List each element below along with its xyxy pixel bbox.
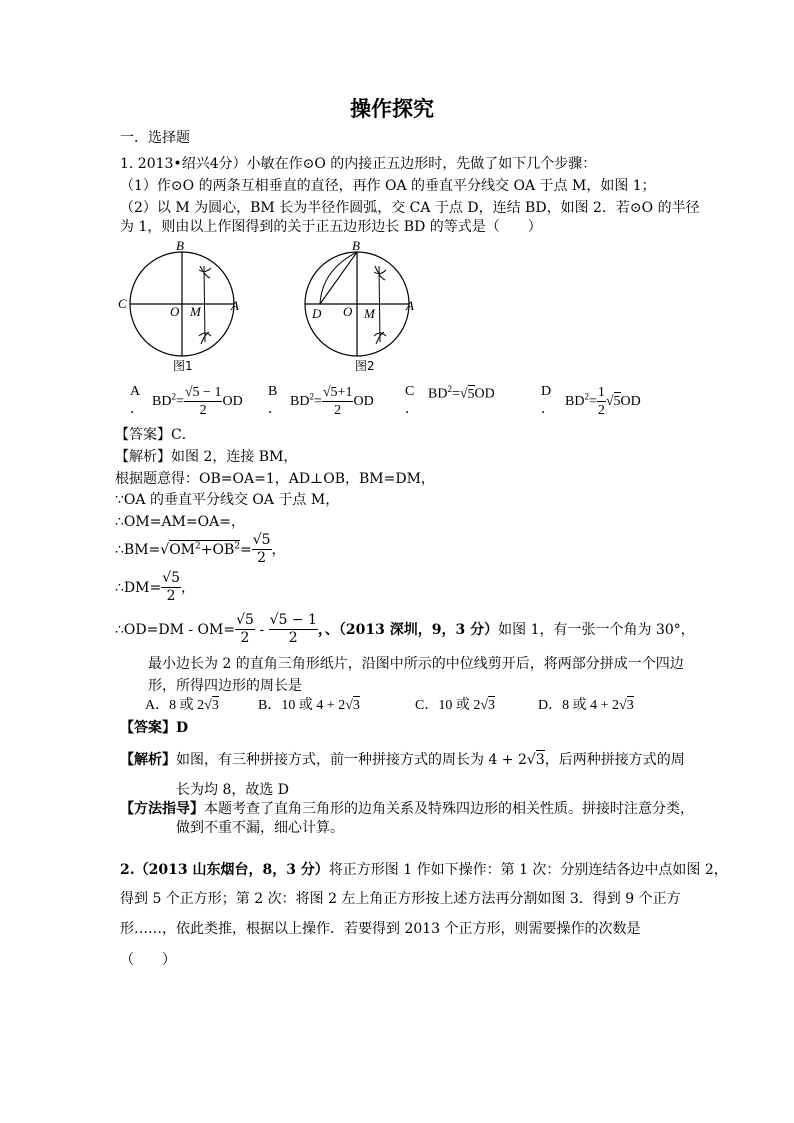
option-c-bd: BD (428, 386, 448, 402)
option-a-den: 2 (199, 403, 207, 419)
q2-method-1 (120, 802, 694, 816)
od-frac-2: $\frac{√5 - 1}{2}$ (269, 612, 317, 647)
od-minus: - (254, 621, 269, 638)
q2-answer: 【答案】D (120, 720, 189, 736)
option-c-eq: = (451, 386, 460, 402)
option-a-num: 5 − 1 (192, 385, 222, 400)
fig1-label-b: B (176, 238, 184, 253)
q2-option-d-rad: 3 (626, 698, 634, 713)
option-d: $BD^2=$ $\frac{1}{2}$ √5OD (565, 385, 641, 419)
option-b (290, 385, 374, 419)
q1-analysis-5: $\therefore BM=√OM^2+OB^2=$ $\frac{√5}{2}$ ， (115, 532, 286, 567)
option-a-sup: 2 (171, 391, 176, 402)
q2-analysis-2: 长为均 8，故选 D (176, 782, 290, 798)
option-a-od: OD (222, 394, 243, 410)
option-b-od: OD (353, 394, 374, 410)
option-c-rad: 5 (467, 386, 475, 402)
bm-num: 5 (261, 532, 271, 548)
figure-2 (300, 236, 420, 378)
page-title: 操作探究 (350, 96, 434, 121)
q2-option-c: C．10 或 2√3 (415, 698, 496, 713)
q2-option-c-rad: 3 (488, 698, 496, 713)
q1-step1: （1）作⊙O 的两条互相垂直的直径，再作 OA 的垂直平分线交 OA 于点 M，如图 1； (120, 178, 656, 194)
od-den-2: 2 (288, 630, 298, 647)
q2-option-c-text: C．10 或 2 (415, 698, 481, 713)
q2-line-2: 形，所得四边形的周长是 (148, 678, 302, 694)
option-d-frac (597, 385, 606, 419)
q3-line-1 (120, 863, 728, 877)
q2-source: ，、（2013 深圳，9，3 分） (317, 621, 499, 638)
bm-tail: ， (271, 541, 286, 558)
q3-line-4: （ ） (120, 952, 176, 968)
q1-analysis-4: ∴OM=AM=OA=， (115, 514, 245, 530)
figure-1 (115, 236, 250, 376)
q1-answer: 【答案】C． (115, 427, 196, 443)
fig2-label-d: D (312, 306, 322, 321)
q2-analysis-tag: 【解析】 (120, 752, 176, 768)
dm-frac: $\frac{√5}{2}$ (162, 570, 181, 605)
option-d-den: 2 (597, 403, 605, 419)
fig2-label-b: B (352, 238, 360, 253)
option-b-frac: $\frac{√5+1}{2}$ (322, 385, 353, 419)
option-d-sup: 2 (584, 391, 589, 402)
q1-step2-a: （2）以 M 为圆心，BM 长为半径作圆弧，交 CA 于点 D，连结 BD，如图 2．若⊙O 的半径 (120, 200, 700, 216)
od-frac-1: $\frac{√5}{2}$ (236, 612, 254, 647)
q2-method-2: 做到不重不漏，细心计算。 (176, 820, 344, 836)
option-c: $BD^2=√5OD$ (428, 384, 495, 402)
q3-source: 2.（2013 山东烟台，8，3 分） (120, 862, 329, 878)
option-d-rad: 5 (613, 394, 621, 410)
fig1-label-o: O (170, 304, 180, 319)
option-b-num: 5+1 (330, 385, 353, 400)
dm-label: ∴DM= (115, 579, 162, 596)
option-c-od: OD (474, 386, 495, 402)
option-a-frac: $\frac{√5 - 1}{2}$ (184, 385, 222, 419)
fig1-label-c: C (118, 296, 127, 311)
q2-method-tag: 【方法指导】 (120, 801, 204, 817)
option-c-dot: ． (405, 402, 419, 417)
bm-rad-om: OM (169, 541, 195, 558)
section-heading: 一．选择题 (120, 130, 190, 146)
bm-eq: = (239, 541, 252, 558)
dm-tail: ， (181, 579, 196, 596)
bm-rad-ob: +OB (200, 541, 235, 558)
q2-option-a: A．8 或 2√3 (145, 698, 219, 713)
bm-den: 2 (257, 550, 267, 567)
fig2-label-o: O (343, 304, 353, 319)
q2-line-1: 最小边长为 2 的直角三角形纸片，沿图中所示的中位线剪开后，将两部分拼成一个四边 (148, 656, 684, 672)
dm-den: 2 (166, 588, 176, 605)
q2-option-b-text: B．10 或 4 + 2 (258, 698, 346, 713)
bm-label: ∴BM= (115, 541, 161, 558)
q1-step2-b: 为 1，则由以上作图得到的关于正五边形边长 BD 的等式是（ ） (120, 219, 542, 235)
bm-frac: $\frac{√5}{2}$ (252, 532, 271, 567)
q2-method-text: 本题考查了直角三角形的边角关系及特殊四边形的相关性质。拼接时注意分类， (204, 801, 694, 817)
option-d-dot: ． (541, 402, 555, 417)
option-a (152, 385, 243, 419)
option-b-dot: ． (268, 402, 282, 417)
od-num-1: 5 (245, 612, 254, 628)
fig1-label-a: A (231, 298, 239, 313)
option-b-bd: BD (290, 394, 310, 410)
q2-option-d-text: D．8 或 4 + 2 (538, 698, 620, 713)
q2-option-b: B．10 或 4 + 2√3 (258, 698, 360, 713)
fig2-chord-bd (320, 252, 357, 304)
fig2-label-a: A (406, 298, 414, 313)
q2-analysis-rad: 3 (535, 752, 545, 768)
q2-option-a-rad: 3 (211, 698, 219, 713)
fig2-bisector (379, 266, 380, 342)
od-label: ∴OD=DM - OM= (115, 621, 236, 638)
q2-option-b-rad: 3 (352, 698, 360, 713)
option-a-eq: = (175, 394, 184, 410)
q3-line-2: 得到 5 个正方形；第 2 次：将图 2 左上角正方形按上述方法再分割如图 3．得到 9 个正方 (120, 891, 681, 907)
q1-analysis-1: 【解析】如图 2，连接 BM， (115, 449, 298, 465)
fig1-label-m: M (190, 304, 201, 319)
option-d-num: 1 (597, 385, 606, 402)
fig2-label-m: M (364, 306, 375, 321)
fig2-arc-top (374, 266, 386, 280)
option-b-den: 2 (334, 403, 342, 419)
option-d-bd: BD (565, 394, 585, 410)
od-den-1: 2 (240, 630, 250, 647)
q2-intro: 如图 1，有一张一个角为 30°， (498, 621, 695, 638)
option-d-letter: D (541, 384, 552, 399)
option-c-letter: C (405, 384, 415, 399)
fig1-bisector (204, 266, 205, 342)
option-d-od: OD (620, 394, 641, 410)
q1-analysis-7 (115, 613, 695, 647)
q2-analysis-tail: ，后两种拼接方式的周 (544, 752, 685, 768)
option-b-sup: 2 (309, 391, 314, 402)
q3-line-3: 形……，依此类推，根据以上操作．若要得到 2013 个正方形，则需要操作的次数是 (120, 921, 641, 937)
dm-num: 5 (171, 570, 181, 586)
q2-analysis-text: 如图，有三种拼接方式，前一种拼接方式的周长为 4 + 2 (176, 752, 527, 768)
option-b-eq: = (313, 394, 322, 410)
od-num-2: 5 − 1 (278, 612, 317, 628)
q3-line-1-text: 将正方形图 1 作如下操作：第 1 次：分别连结各边中点如图 2， (328, 862, 728, 878)
q2-option-d: D．8 或 4 + 2√3 (538, 698, 634, 713)
option-c-sup: 2 (447, 384, 452, 394)
option-a-letter: A (130, 384, 141, 399)
q1-analysis-6 (115, 571, 195, 605)
q1-analysis-2: 根据题意得：OB=OA=1，AD⊥OB，BM=DM， (115, 471, 435, 487)
q1-stem: 1. 2013•绍兴4分）小敏在作⊙O 的内接正五边形时，先做了如下几个步骤： (120, 156, 597, 172)
option-b-letter: B (268, 384, 278, 399)
q1-analysis-3: ∵OA 的垂直平分线交 OA 于点 M， (115, 492, 340, 508)
fig1-caption: 图1 (173, 359, 193, 373)
option-d-eq: = (588, 394, 597, 410)
q2-option-a-text: A．8 或 2 (145, 698, 205, 713)
option-a-bd: BD (152, 394, 172, 410)
fig2-caption: 图2 (355, 359, 375, 373)
option-a-dot: ． (130, 402, 144, 417)
q2-analysis-1: 【解析】如图，有三种拼接方式，前一种拼接方式的周长为 4 + 2√3，后两种拼接方式的周 (120, 752, 685, 768)
fig1-arc-top (199, 266, 211, 278)
